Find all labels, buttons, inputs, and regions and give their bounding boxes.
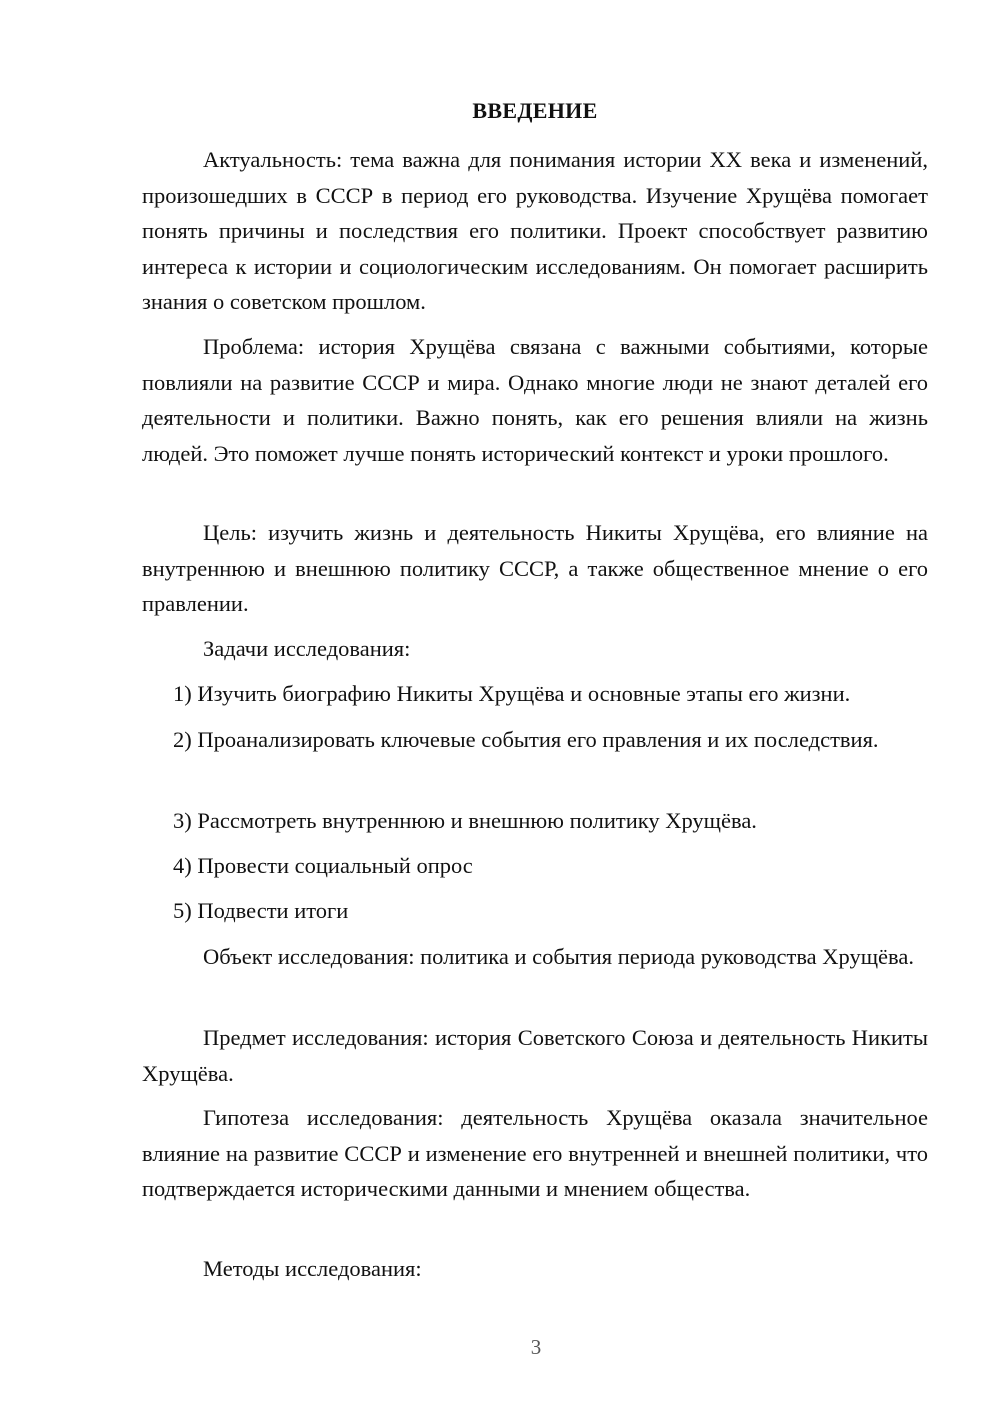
task-item-5: 5) Подвести итоги (173, 898, 349, 923)
goal-paragraph: Цель: изучить жизнь и деятельность Никиты Хрущёва, его влияние на внутреннюю и внешнюю политику СССР, а также общественное мнение о его правлении. (142, 520, 928, 616)
object-paragraph: Объект исследования: политика и события периода руководства Хрущёва. (203, 944, 914, 969)
relevance-paragraph: Актуальность: тема важна для понимания истории XX века и изменений, произошедших в СССР в период его руководства. Изучение Хрущёва помогает понять причины и последствия его политики. Проект способствует развитию интереса к истории и социологическим исследованиям. Он помогает расширить знания о советском прошлом. (142, 147, 928, 314)
task-item-1: 1) Изучить биографию Никиты Хрущёва и основные этапы его жизни. (173, 681, 851, 706)
section-title: ВВЕДЕНИЕ (472, 98, 598, 123)
methods-heading: Методы исследования: (203, 1256, 422, 1281)
hypothesis-paragraph: Гипотеза исследования: деятельность Хрущёва оказала значительное влияние на развитие СССР и изменение его внутренней и внешней политики, что подтверждается историческими данными и мнением общества. (142, 1105, 928, 1201)
page-number: 3 (530, 1335, 542, 1359)
task-item-2: 2) Проанализировать ключевые события его правления и их последствия. (173, 727, 879, 752)
task-item-3: 3) Рассмотреть внутреннюю и внешнюю политику Хрущёва. (173, 808, 757, 833)
subject-paragraph: Предмет исследования: история Советского Союза и деятельность Никиты Хрущёва. (142, 1025, 928, 1086)
task-item-4: 4) Провести социальный опрос (173, 853, 473, 878)
problem-paragraph: Проблема: история Хрущёва связана с важными событиями, которые повлияли на развитие СССР и мира. Однако многие люди не знают деталей его деятельности и политики. Важно понять, как его решения влияли на жизнь людей. Это поможет лучше понять исторический контекст и уроки прошлого. (142, 334, 928, 466)
tasks-heading: Задачи исследования: (203, 636, 411, 661)
